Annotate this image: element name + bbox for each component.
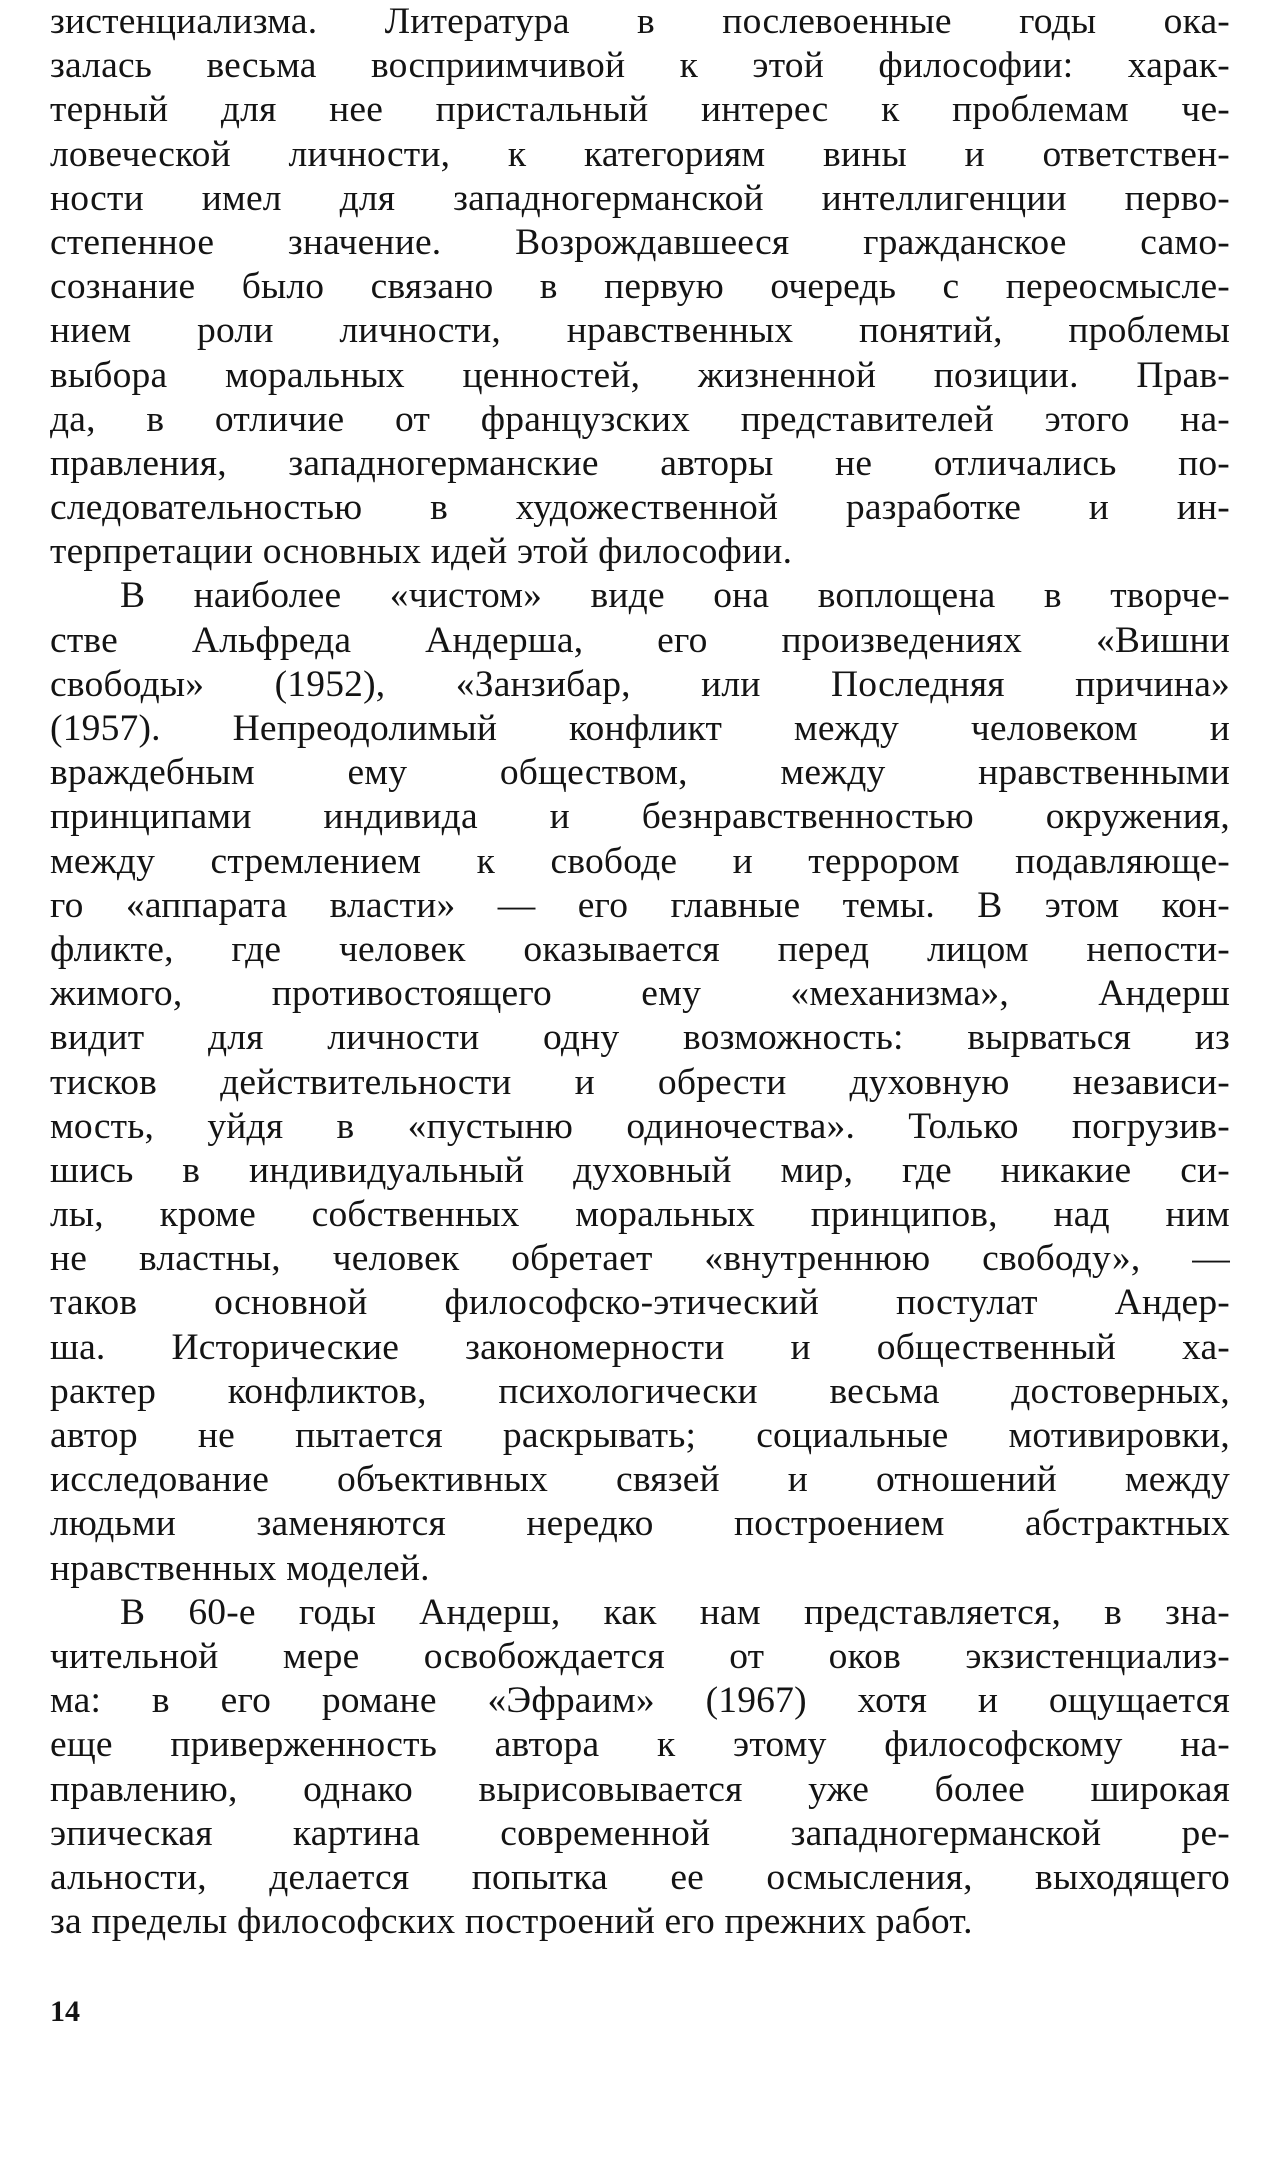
text-line: выбора моральных ценностей, жизненной позиции. Прав- <box>50 354 1230 396</box>
text-line: мость, уйдя в «пустыню одиночества». Только погрузив- <box>50 1105 1230 1147</box>
text-line: залась весьма восприимчивой к этой философии: харак- <box>50 45 1230 87</box>
text-line: следовательностью в художественной разработке и ин- <box>50 487 1230 529</box>
paragraph <box>50 0 1230 574</box>
text-line: го «аппарата власти» — его главные темы. В этом кон- <box>50 884 1230 926</box>
text-line: еще приверженность автора к этому философскому на- <box>50 1724 1230 1766</box>
text-line: таков основной философско-этический постулат Андер- <box>50 1282 1230 1324</box>
text-line: правления, западногерманские авторы не отличались по- <box>50 442 1230 484</box>
text-line: степенное значение. Возрождавшееся гражданское само- <box>50 221 1230 263</box>
text-line: стве Альфреда Андерша, его произведениях «Вишни <box>50 619 1230 661</box>
text-line: эпическая картина современной западногерманской ре- <box>50 1812 1230 1854</box>
text-line: В 60-е годы Андерш, как нам представляется, в зна- <box>120 1591 1230 1633</box>
text-line: терный для нее пристальный интерес к проблемам че- <box>50 89 1230 131</box>
text-line: жимого, противостоящего ему «механизма», Андерш <box>50 973 1230 1015</box>
text-line: автор не пытается раскрывать; социальные мотивировки, <box>50 1415 1230 1456</box>
text-line: нравственных моделей. <box>50 1547 430 1589</box>
text-line: не властны, человек обретает «внутреннюю свободу», — <box>50 1238 1230 1280</box>
text-line: за пределы философских построений его прежних работ. <box>50 1901 973 1943</box>
text-line: (1957). Непреодолимый конфликт между человеком и <box>50 708 1230 749</box>
paragraph <box>50 574 1230 1590</box>
text-line: терпретации основных идей этой философии. <box>50 531 793 573</box>
text-line: В наиболее «чистом» виде она воплощена в творче- <box>120 575 1230 617</box>
text-line: чительной мере освобождается от оков экзистенциализ- <box>50 1635 1230 1677</box>
text-line: лы, кроме собственных моральных принципов, над ним <box>50 1194 1230 1236</box>
text-line: правлению, однако вырисовывается уже более широкая <box>50 1768 1230 1810</box>
text-line: рактер конфликтов, психологически весьма достоверных, <box>50 1370 1230 1412</box>
body-text <box>50 0 1230 1944</box>
text-line: между стремлением к свободе и террором подавляюще- <box>50 840 1230 882</box>
paragraph <box>50 1591 1230 1945</box>
text-line: ловеческой личности, к категориям вины и ответствен- <box>50 133 1230 175</box>
text-line: альности, делается попытка ее осмысления, выходящего <box>50 1856 1230 1898</box>
text-line: видит для личности одну возможность: вырваться из <box>50 1017 1230 1059</box>
text-line: да, в отличие от французских представителей этого на- <box>50 398 1230 440</box>
document-page <box>50 0 1230 1944</box>
text-line: ша. Исторические закономерности и общественный ха- <box>50 1326 1230 1368</box>
text-line: зистенциализма. Литература в послевоенные годы ока- <box>50 1 1230 42</box>
text-line: сознание было связано в первую очередь с переосмысле- <box>50 266 1230 308</box>
text-line: фликте, где человек оказывается перед лицом непости- <box>50 928 1230 970</box>
text-line: исследование объективных связей и отношений между <box>50 1459 1230 1501</box>
text-line: принципами индивида и безнравственностью окружения, <box>50 796 1230 838</box>
text-line: ма: в его романе «Эфраим» (1967) хотя и ощущается <box>50 1680 1230 1722</box>
text-line: свободы» (1952), «Занзибар, или Последняя причина» <box>50 663 1230 705</box>
page-number: 14 <box>50 1995 80 2028</box>
text-line: людьми заменяются нередко построением абстрактных <box>50 1503 1230 1545</box>
text-line: ности имел для западногерманской интеллигенции перво- <box>50 177 1230 219</box>
text-line: шись в индивидуальный духовный мир, где никакие си- <box>50 1149 1230 1191</box>
text-line: враждебным ему обществом, между нравственными <box>50 752 1230 794</box>
text-line: нием роли личности, нравственных понятий, проблемы <box>50 310 1230 352</box>
text-line: тисков действительности и обрести духовную независи- <box>50 1061 1230 1103</box>
